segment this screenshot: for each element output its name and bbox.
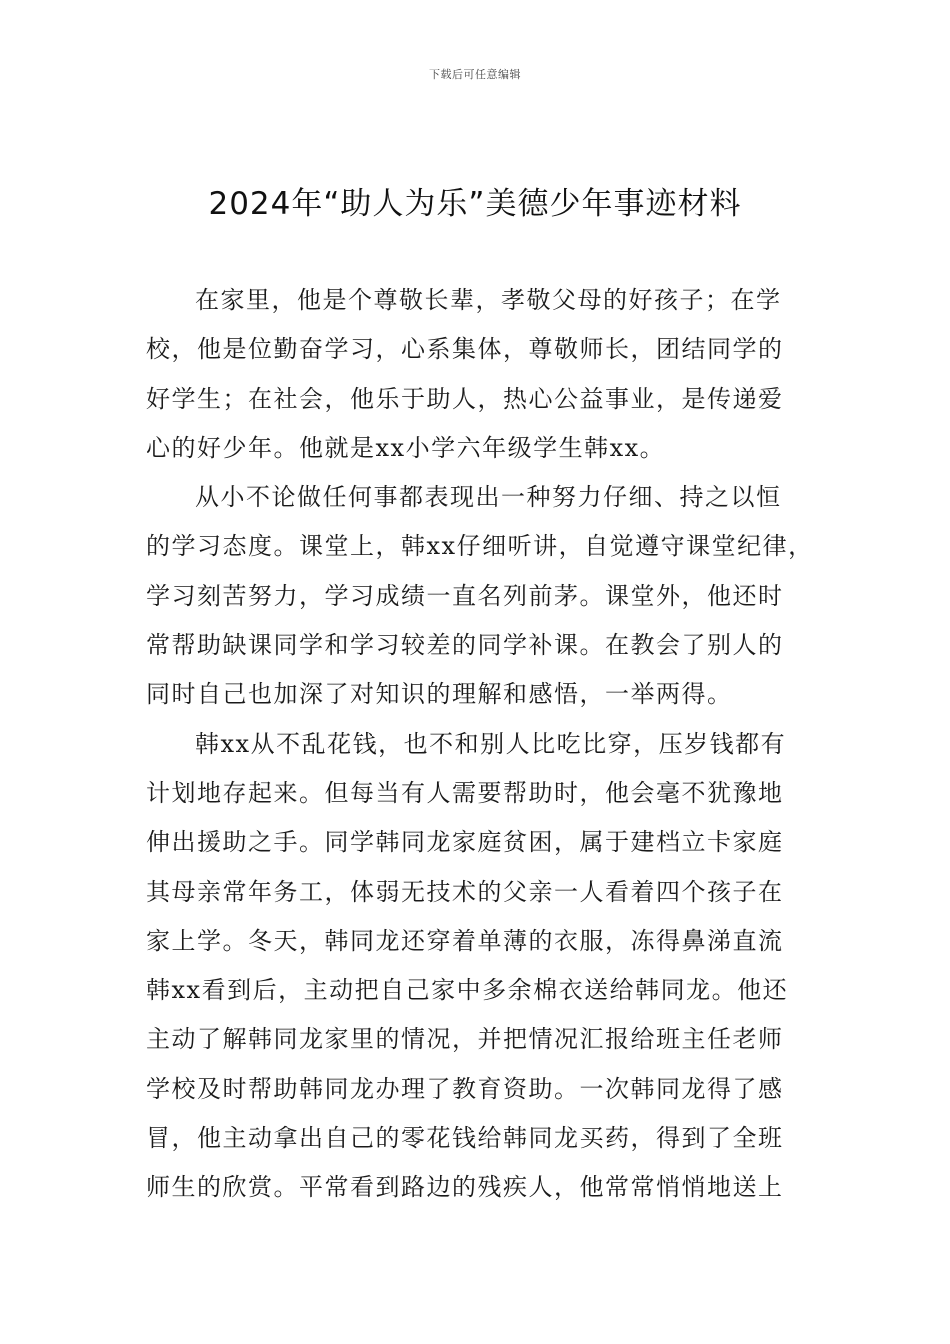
body-line: 的学习态度。课堂上，韩xx仔细听讲，自觉遵守课堂纪律， xyxy=(146,532,814,561)
document-title: 2024年“助人为乐”美德少年事迹材料 xyxy=(208,186,742,222)
body-line: 在家里，他是个尊敬长辈，孝敬父母的好孩子；在学 xyxy=(195,286,782,314)
body-line: 主动了解韩同龙家里的情况，并把情况汇报给班主任老师 xyxy=(146,1025,784,1054)
body-line: 家上学。冬天，韩同龙还穿着单薄的衣服，冻得鼻涕直流 xyxy=(146,926,784,955)
body-line: 韩xx从不乱花钱，也不和别人比吃比穿，压岁钱都有 xyxy=(195,729,787,758)
body-line: 好学生；在社会，他乐于助人，热心公益事业，是传递爱 xyxy=(146,384,784,413)
body-line: 心的好少年。他就是xx小学六年级学生韩xx。 xyxy=(146,433,666,462)
header-note: 下载后可任意编辑 xyxy=(429,68,521,81)
body-line: 校，他是位勤奋学习，心系集体，尊敬师长，团结同学的 xyxy=(146,335,784,364)
body-line: 常帮助缺课同学和学习较差的同学补课。在教会了别人的 xyxy=(146,631,784,660)
body-line: 计划地存起来。但每当有人需要帮助时，他会毫不犹豫地 xyxy=(146,778,784,807)
body-line: 伸出援助之手。同学韩同龙家庭贫困，属于建档立卡家庭 xyxy=(146,828,784,857)
body-line: 韩xx看到后，主动把自己家中多余棉衣送给韩同龙。他还 xyxy=(146,976,789,1005)
body-line: 其母亲常年务工，体弱无技术的父亲一人看着四个孩子在 xyxy=(146,877,784,906)
body-line: 同时自己也加深了对知识的理解和感悟，一举两得。 xyxy=(146,680,733,709)
body-line: 冒，他主动拿出自己的零花钱给韩同龙买药，得到了全班 xyxy=(146,1124,784,1153)
body-line: 从小不论做任何事都表现出一种努力仔细、持之以恒 xyxy=(195,483,782,512)
body-line: 学习刻苦努力，学习成绩一直名列前茅。课堂外，他还时 xyxy=(146,581,784,610)
body-line: 师生的欣赏。平常看到路边的残疾人，他常常悄悄地送上 xyxy=(146,1173,784,1202)
body-line: 学校及时帮助韩同龙办理了教育资助。一次韩同龙得了感 xyxy=(146,1074,784,1103)
document-body xyxy=(146,276,816,1213)
